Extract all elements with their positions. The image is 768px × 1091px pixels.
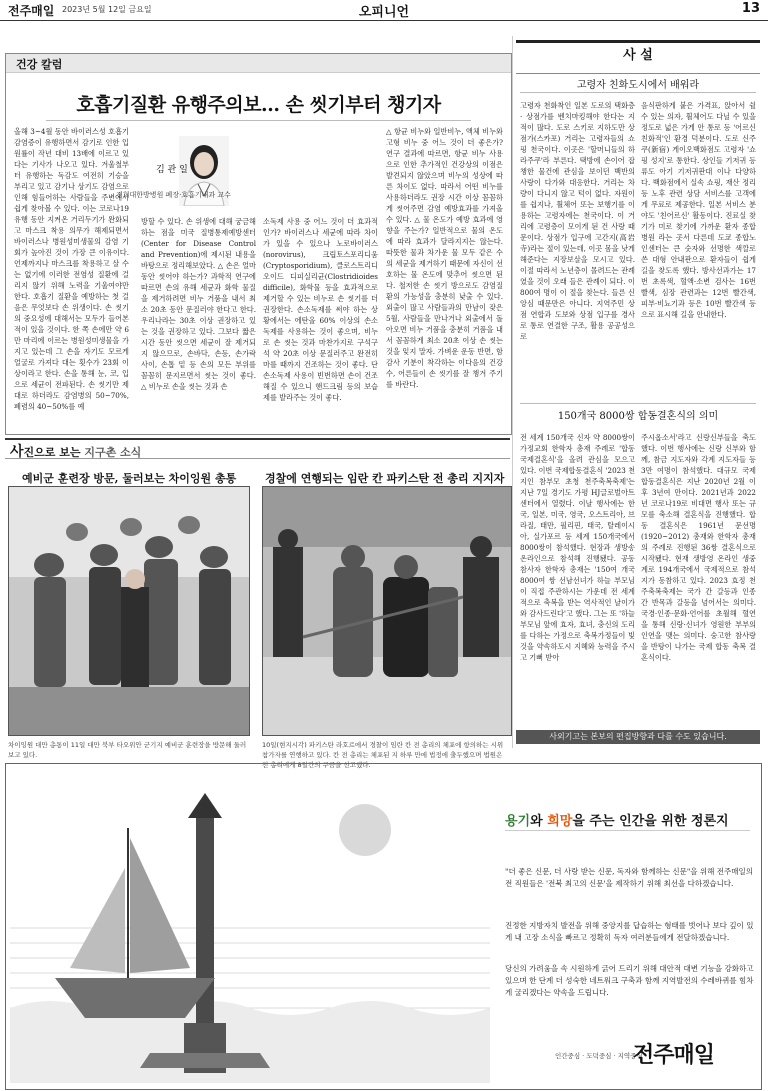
author-title: 경희대한방병원 폐장·호흡기내과 교수 bbox=[116, 191, 231, 199]
health-column-tag bbox=[6, 54, 511, 73]
ad-footer-tagline: 인간중심 · 도덕중심 · 지역중심 bbox=[555, 1052, 643, 1060]
photo-protest-arrest bbox=[262, 486, 512, 736]
editorial-disclaimer-text: 사외기고는 본보의 편집방향과 다를 수도 있습니다. bbox=[549, 732, 727, 741]
editorial-2-text-2: 주시옵소서'라고 신랑신부들을 축도했다. 이번 행사에는 신랑 신부와 함께, 참금 지도자와 각계 지도자들 등 3만 여명이 참석했다. 대규모 국제 합동결혼식은 지난 2020년 2월 이후 3년여 만이다. 2021년과 2022년 코로나19로 비대면 행사 또는 규모를 축소해 결혼식을 진행했다. 합동 결혼식은 1961년 문선명(1920~2012) 총재와 한학자 총재의 주례로 진행된 36쌍 결혼식으로 시작됐다. 현재 생방영 온라인 생중계로 194개국에서 국제적으로 참석지가 동참하고 있다. 2023 효정 천주축복축제는 국가 간 갈등과 인종 간 반목과 갈등을 넘어서는 의미다. 국경·인종·문화·언어를 초월해 혈연을 통해 신랑·신녀가 영원한 부부의 인연을 맺는 의미다. 숭고한 참사랑을 반탕이 나가는 국제 합동 축복 결혼식이다. bbox=[641, 433, 756, 662]
photo-soldiers bbox=[8, 486, 250, 736]
editorial-1-text-1: 고령자 천화착인 일본 도로의 택화층 · 상점가를 벤치마킹해야 한다는 지적이 많다. 도로 스키로 지하도만 상점가(스카포) 거리는 고령자들의 쇼핑 천국이다. 이곳은 '할머니들의 하라주쿠'라 부른다. 택방에 손이어 잡챙한 물건에 관심을 보이던 백반의 사랑이 다가와 대응한다. 거리는 차량이 다니지 않고 턱이 없다. 자원이를 쉽지나, 휠체어 또는 보행기를 이용하는 고령자에는 천국이다. 이 거리에 고령층이 모이게 된 건 사랑 때문이다. 상점가 입구에 고간지(高岩寺)라는 절이 있는데, 이곳 몸을 낫게 해준다는 지장보살을 모시고 있다. 이절 따라서 노년층이 몰려드는 관례였을 것이 오래 들은 관례이 되다. 이 800여 명이 이 절을 찾는다. 들른 신앙심 때문만은 아니다. 지역주민 상점 연합과 도보와 상점 입구를 경사로 통로 연결한 구조, 활용 공공성으로 bbox=[520, 101, 635, 341]
editorial-1-title: 고령자 친화도시에서 배워라 bbox=[576, 80, 700, 91]
photo-news-initial: 사 bbox=[10, 444, 24, 460]
title-divider bbox=[46, 120, 471, 121]
photo-caption-right: 10일(현지시각) 파키스탄 라호르에서 경찰이 임란 칸 전 총리의 체포에 항의하는 시위 참가자를 연행하고 있다. 칸 전 총리는 체포된 지 하루 만에 법정에 출두했으며 법원은 전 총리에게 8일간의 구금을 선고했다. bbox=[262, 741, 504, 769]
photo-caption-left: 차이잉원 대만 총통이 11일 대만 북부 타오위안 군기지 예비군 훈련장을 방문해 둘러보고 있다. bbox=[8, 741, 247, 759]
photo-title-left: 예비군 훈련장 방문, 둘러보는 차이잉원 총통 bbox=[22, 472, 237, 485]
masthead-page-number: 13 bbox=[741, 1, 760, 16]
ad-slogan-divider bbox=[505, 830, 750, 831]
health-column-text-3: 소독제 사용 중 어느 것이 더 효과적인가? 바이러스나 세균에 따라 차이가 있을 수 있으나 노로바이러스(norovirus), 크립토스포리디움(Cryptosporidium), 클로스트리디오이드 디피실리균(Clostridioides difficile), 화학물 등을 효과적으로 제거할 수 있는 비누로 손 씻기를 더 권장한다. 손소독제를 써야 하는 상황에서는 에탄올 60% 이상의 손소독제를 사용하는 것이 좋으며, 비누로 손 씻는 것과 마찬가지로 구석구석 약 20초 이상 문질러주고 완전히 마를 때까지 건조하는 것이 좋다. 단 손소독제 사용이 빈번하면 손이 건조해질 수 있으니 핸드크림 등의 보습제를 발라주는 것이 좋다. bbox=[263, 217, 378, 402]
masthead-date: 2023년 5월 12일 금요일 bbox=[62, 5, 152, 14]
ad-paragraph-2: 진정한 지방자치 발전을 위해 중앙지를 답습하는 형태를 벗어나 보다 깊이 있게 내 고장 소식을 빠르고 정확히 독자 여러분들에게 전달하겠습니다. bbox=[505, 921, 754, 942]
editorial-2-title: 150개국 8000쌍 합동결혼식의 의미 bbox=[557, 411, 719, 422]
health-column-text-2: 방할 수 있다. 손 위생에 대해 궁금해 하는 점을 미국 질병통제예방센터(Center for Disease Control and Prevention)에 제시된 내용을 바탕으로 정리해보았다. △ 손은 얼마 동안 씻어야 하는가? 과학적 연구에 따르면 손의 유해 세균과 화학 물질을 제거하려면 비누 거품을 내서 최소 20초 동안 문질러야 한다고 한다. 우리나라는 30초 이상 권장하고 있는 것을 권장하고 있다. 그보다 짧은 시간 동안 씻으면 세균이 잘 제거되지 않으므로, 손바닥, 손등, 손가락 사이, 손톱 밑 등 손의 모든 부위를 꼼꼼히 문지르면서 씻는 것이 좋다. △ 비누로 손을 씻는 것과 손 bbox=[141, 217, 256, 391]
health-column-title: 호흡기질환 유행주의보… 손 씻기부터 챙기자 bbox=[76, 94, 441, 116]
ad-paragraph-1: "더 좋은 신문, 더 사랑 받는 신문, 독자와 함께하는 신문"을 위해 전주매일의 전 직원들은 '전북 최고의 신문'을 제작하기 위해 최선을 다하겠습니다. bbox=[505, 867, 753, 888]
health-column-text-1: 올해 3~4월 동안 바이러스성 호흡기감염증이 유행하면서 감기로 인한 입원률이 작년 대비 13배에 이르고 있다는 기사가 나오고 있다. 겨울철부터 유행하는 독감도 여전히 기승을 부리고 있고 감기나 상기도 감염으로 인해 힘들어하는 사람들을 주변에서 쉽게 찾아볼 수 있다. 이는 코로나19 유행 동안 지켜온 거리두기가 완화되고 마스크 착용 의무가 해제되면서 바이러스나 병원성미생물의 감염 기회가 높아진 것이 가장 큰 이유이다. 언제까지나 마스크를 착용하고 살 수는 없기에 이러한 전염성 질환에 걸리지 않기 위해 노력을 기울여야만 한다. 호흡기 질환을 예방하는 첫 걸음은 무엇보다 손 위생이다. 손 씻기의 중요성에 대해서는 모두가 들어본 적이 있을 것이다. 한 쪽 손에만 약 6만 마리에 이르는 병원성미생물을 가지고 있는데 그 손을 자기도 모르게 얼굴로 가져다 대는 횟수가 23회 이상이라고 한다. 손을 통해 눈, 코, 입으로 세균이 전파된다. 손 씻기만 제대로 하더라도 감염병의 50~70%, 폐렴의 40~50%를 예 bbox=[14, 127, 129, 411]
editorial-disclaimer bbox=[516, 730, 760, 744]
ad-slogan-word-1: 용기 bbox=[505, 814, 531, 829]
masthead-section: 오피니언 bbox=[358, 5, 410, 20]
ad-slogan-word-3: 희망 bbox=[547, 814, 573, 829]
health-column-text-4: △ 항균 비누와 일반비누, 액체 비누와 고형 비누 중 어느 것이 더 좋은가? 연구 결과에 따르면, 항균 비누 사용으로 인한 추가적인 건강상의 이점은 발견되지 않았으며 비누의 성상에 따른 차이도 없다. 따라서 어떤 비누를 사용하더라도 권장 시간 이상 꼼꼼하게 씻어주면 감염 예방효과를 가져올 수 있다. △ 물 온도가 예방 효과에 영향을 주는가? 일반적으로 물의 온도에 따라 효과가 달라지지는 않는다. 따뜻한 물과 차가운 물 모두 같은 수의 세균을 제거하기 때문에 자신이 선호하는 물 온도에 맞추어 씻으면 된다. 철저한 손 씻기 방으로도 감염질환의 가능성을 충분히 낮출 수 있다. 외출이 많고 사람들과의 만남이 잦은 5월, 사람들을 만나거나 외출에서 돌아오면 비누 거품을 충분히 거품을 내서 꼼꼼하게 최소 20초 이상 손 씻는 것을 잊지 말자. 가벼운 운동 반면, 함 감사 기분이 착각하는 이다음의 건강 수, 어른들이 손 씻기를 잘 챙겨 주기를 바란다. bbox=[386, 127, 503, 389]
photo-news-label bbox=[10, 441, 141, 461]
editorial-1-divider bbox=[520, 92, 756, 93]
editorial-2-divider bbox=[520, 403, 756, 404]
ad-paragraph-3: 당신의 가려움을 속 시원하게 긁어 드리기 위해 대안적 대변 기능을 강화하고 있으며 한 단계 더 성숙한 네트워크 구축과 함께 지역발전의 수레바퀴를 힘차게 굴리겠다는 약속을 드립니다. bbox=[505, 964, 754, 997]
editorial-2-text-1: 전 세계 150개국 신자 약 8000쌍이 가정교회 한학자 총재 주례로 '합동 국제결혼식'을 올려 관심을 모으고 있다. 이번 국제합동결혼식 '2023 천지인 참부모 초청 천주축복축제'는 지난 7일 경기도 가평 HJ글로벌아트센터에서 열렸다. 이날 행사에는 한국, 일본, 미국, 영국, 오스트리아, 브라질, 태만, 필리핀, 태국, 탈레이시아, 실가포르 등 세계 150개국에서 8000쌍이 참석했다. 현장과 생방송 온라인으로 참석해 진행됐다. 공동 참사자 한학자 총재는 '150여 개국 8000여 쌍 선남선녀가 하늘 부모님이 직접 주관하시는 가운데 전 세계적으로 축복을 받는 역사적인 날이가와 감사드린다'고 했다. 그는 또 '하늘 부모님 앞에 효자, 효녀, 충신의 도리를 다하는 가정으로 축복가정들이 빛 것을 약속하도시 지혜와 능력을 주시고 기뻐 받아 bbox=[520, 433, 635, 662]
health-column-tag-label: 건강 칼럼 bbox=[16, 58, 63, 71]
author-name: 김 관 일 bbox=[156, 165, 188, 175]
health-column bbox=[5, 53, 512, 435]
editorial-label: 사 설 bbox=[623, 48, 653, 63]
ad-footer-logo: 전주매일 bbox=[633, 1043, 715, 1068]
ad-slogan-word-4: 을 주는 인간을 위한 정론지 bbox=[572, 814, 729, 829]
photo-news-label-accent: 지구촌 소식 bbox=[84, 446, 142, 459]
ad-slogan-word-2: 와 bbox=[530, 814, 548, 829]
ad-illustration-lighthouse-ship bbox=[10, 768, 490, 1083]
photo-title-right: 경찰에 연행되는 임란 칸 파키스탄 전 총리 지지자 bbox=[265, 472, 505, 485]
ad-slogan bbox=[505, 810, 729, 829]
photo-news-label-rest: 진으로 보는 bbox=[23, 446, 81, 459]
editorial-1-text-2: 음식판하게 붙은 가격표, 앉아서 쉴 수 있는 의자, 휠체어도 다닐 수 있을 정도로 넓은 가게 안 통로 등 '어르신 친화적'인 환경 덕분이다. 도로 신주쿠(新宿) 게이오백화점도 고령자 '쇼핑 성지'로 통한다. 상인들 기저귀 등 류도 아기 기저귀판대 이나 다양하다. 백화점에서 실속 쇼핑, 재산 정리 등 노후 관련 상담 서비스를 고객에게 무료로 제공한다. 일본 서비스 분야도 '친어르신' 활동이다. 진료실 찾기가 미로 찾기에 가까운 환자 종합병원 라는 곳서 다른데 도쿄 종합노인센터는 큰 숫자와 선명한 색깔로 쓴 대형 안내판으로 환자들이 쉽게 길을 찾도록 했다. 방사선과가는 17번 초록색, 혈액·소변 검사는 16번 빨색, 심장 관련과는 12번 빨간색, 피부·비뇨기과 등은 10번 빨간색 등으로 표시해 길을 안내한다. bbox=[641, 101, 756, 319]
masthead-paper-name: 전주매일 bbox=[8, 4, 55, 18]
